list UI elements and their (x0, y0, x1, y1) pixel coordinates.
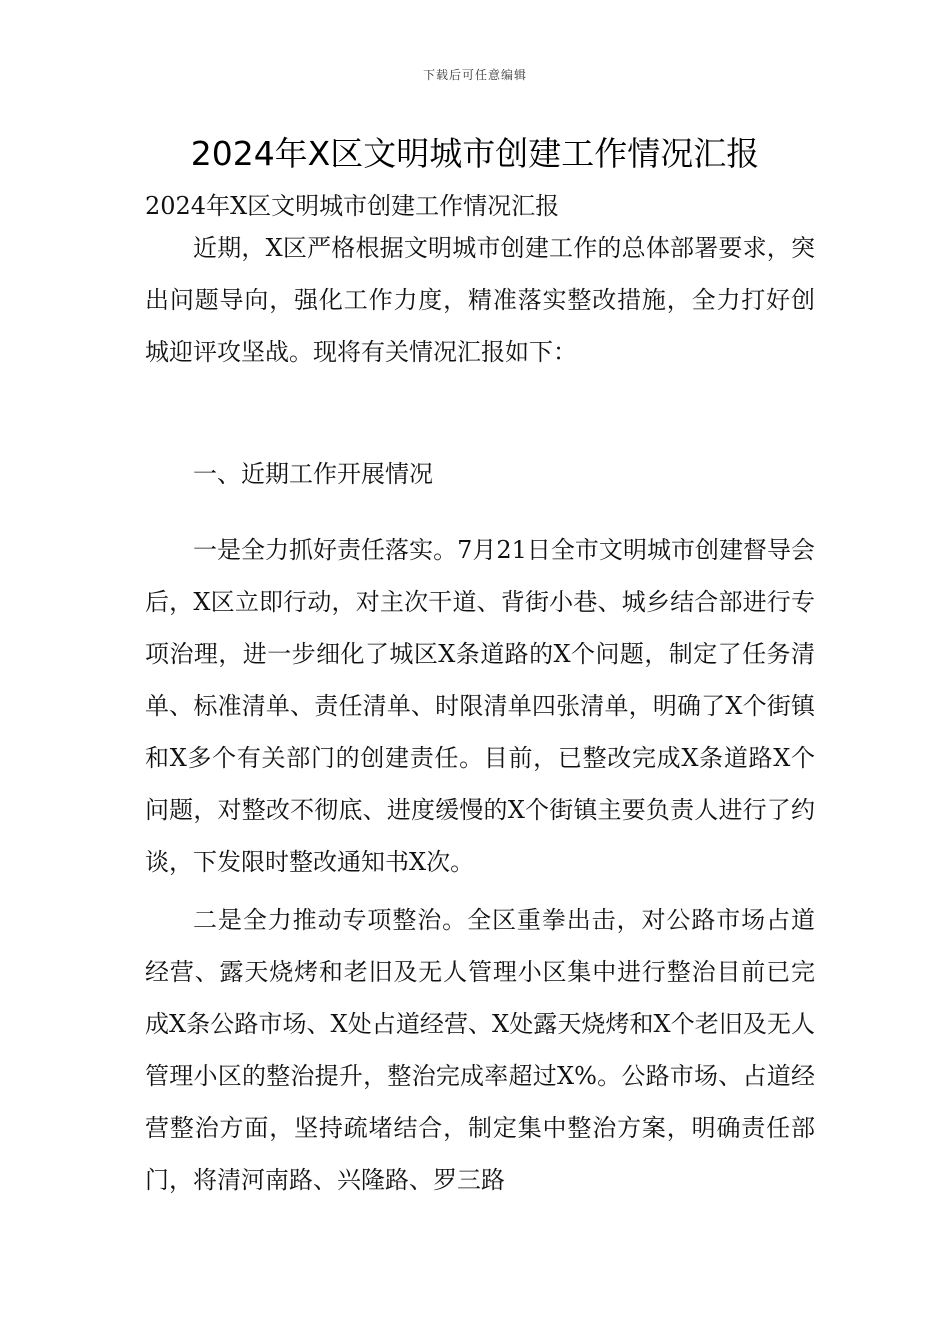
document-title: 2024年X区文明城市创建工作情况汇报 (190, 134, 760, 173)
section-heading-1: 一、近期工作开展情况 (193, 460, 433, 488)
paragraph-point-1: 一是全力抓好责任落实。7月21日全市文明城市创建督导会后，X区立即行动，对主次干道、背街小巷、城乡结合部进行专项治理，进一步细化了城区X条道路的X个问题，制定了任务清单、标准清单、责任清单、时限清单四张清单，明确了X个街镇和X多个有关部门的创建责任。目前，已整改完成X条道路X个问题，对整改不彻底、进度缓慢的X个街镇主要负责人进行了约谈，下发限时整改通知书X次。 (145, 536, 815, 876)
paragraph-point-2: 二是全力推动专项整治。全区重拳出击，对公路市场占道经营、露天烧烤和老旧及无人管理小区集中进行整治目前已完成X条公路市场、X处占道经营、X处露天烧烤和X个老旧及无人管理小区的整治提升，整治完成率超过X%。公路市场、占道经营整治方面，坚持疏堵结合，制定集中整治方案，明确责任部门，将清河南路、兴隆路、罗三路 (145, 906, 815, 1194)
page-header-note: 下载后可任意编辑 (422, 68, 527, 82)
intro-paragraph: 近期，X区严格根据文明城市创建工作的总体部署要求，突出问题导向，强化工作力度，精准落实整改措施，全力打好创城迎评攻坚战。现将有关情况汇报如下： (145, 234, 815, 366)
document-subtitle: 2024年X区文明城市创建工作情况汇报 (145, 192, 560, 220)
